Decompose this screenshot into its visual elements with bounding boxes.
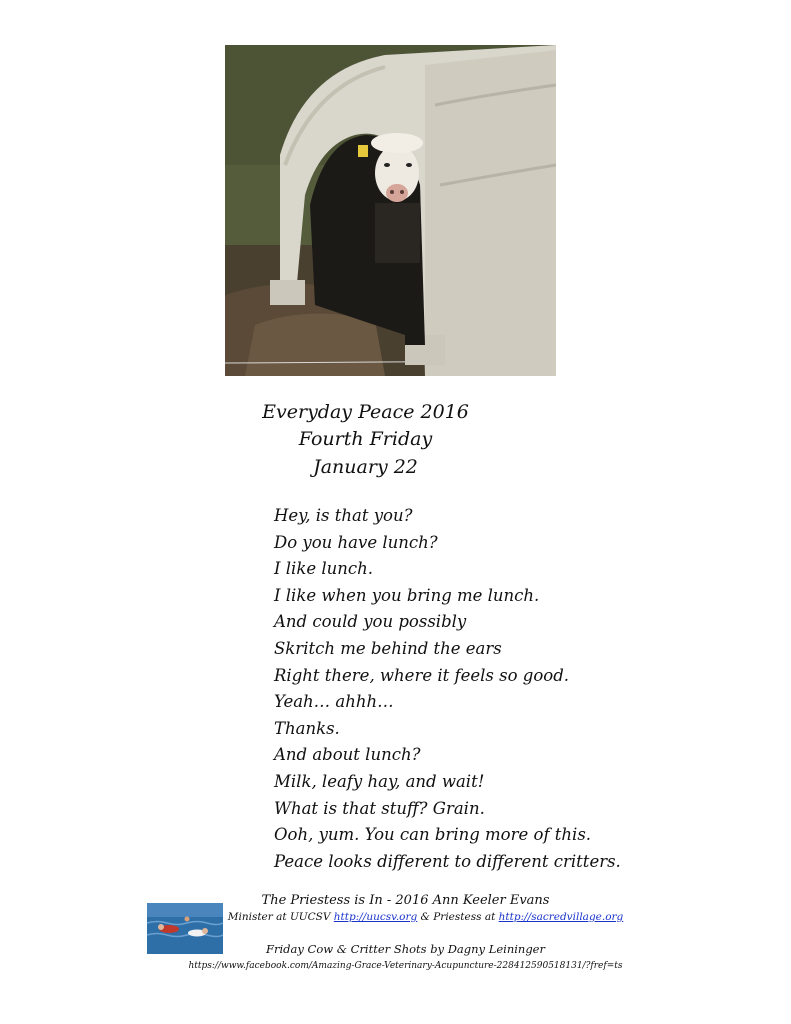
title-line-1: Everyday Peace 2016 [262,401,469,423]
poem-line: Yeah… ahhh… [274,692,394,712]
title-line-3: January 22 [313,456,418,478]
poem-line: Right there, where it feels so good. [274,665,570,685]
poem-line: What is that stuff? Grain. [274,798,485,818]
poem-line: Ooh, yum. You can bring more of this. [274,825,592,845]
sacredvillage-link[interactable]: http://sacredvillage.org [498,911,624,923]
footer-facebook-url: https://www.facebook.com/Amazing-Grace-Veterinary-Acupuncture-228412590518131/?fref=ts [188,961,623,971]
poem-line: And could you possibly [274,612,467,632]
poem-line: Skritch me behind the ears [274,638,502,658]
poem-line: Hey, is that you? [274,506,413,525]
footer-credit: The Priestess is In - 2016 Ann Keeler Evans [261,893,550,908]
footer-photo-credit: Friday Cow & Critter Shots by Dagny Leininger [266,942,545,956]
title-line-2: Fourth Friday [298,428,433,450]
poem-line: Peace looks different to different critters. [274,851,621,871]
poem [274,503,694,875]
poem-line: I like when you bring me lunch. [274,585,540,605]
poem-line: Thanks. [274,718,340,738]
uucsv-link[interactable]: http://uucsv.org [333,911,418,923]
minister-prefix: Minister at UUCSV [227,911,334,923]
minister-middle: & Priestess at [417,911,499,923]
cow-hutch-illustration [225,45,556,376]
footer-minister-line [30,911,791,923]
poem-line: Milk, leafy hay, and wait! [274,771,485,791]
poem-line: I like lunch. [274,559,373,579]
poem-line: Do you have lunch? [274,532,438,552]
poem-line: And about lunch? [274,745,421,765]
cow-hutch-photo [225,45,556,376]
